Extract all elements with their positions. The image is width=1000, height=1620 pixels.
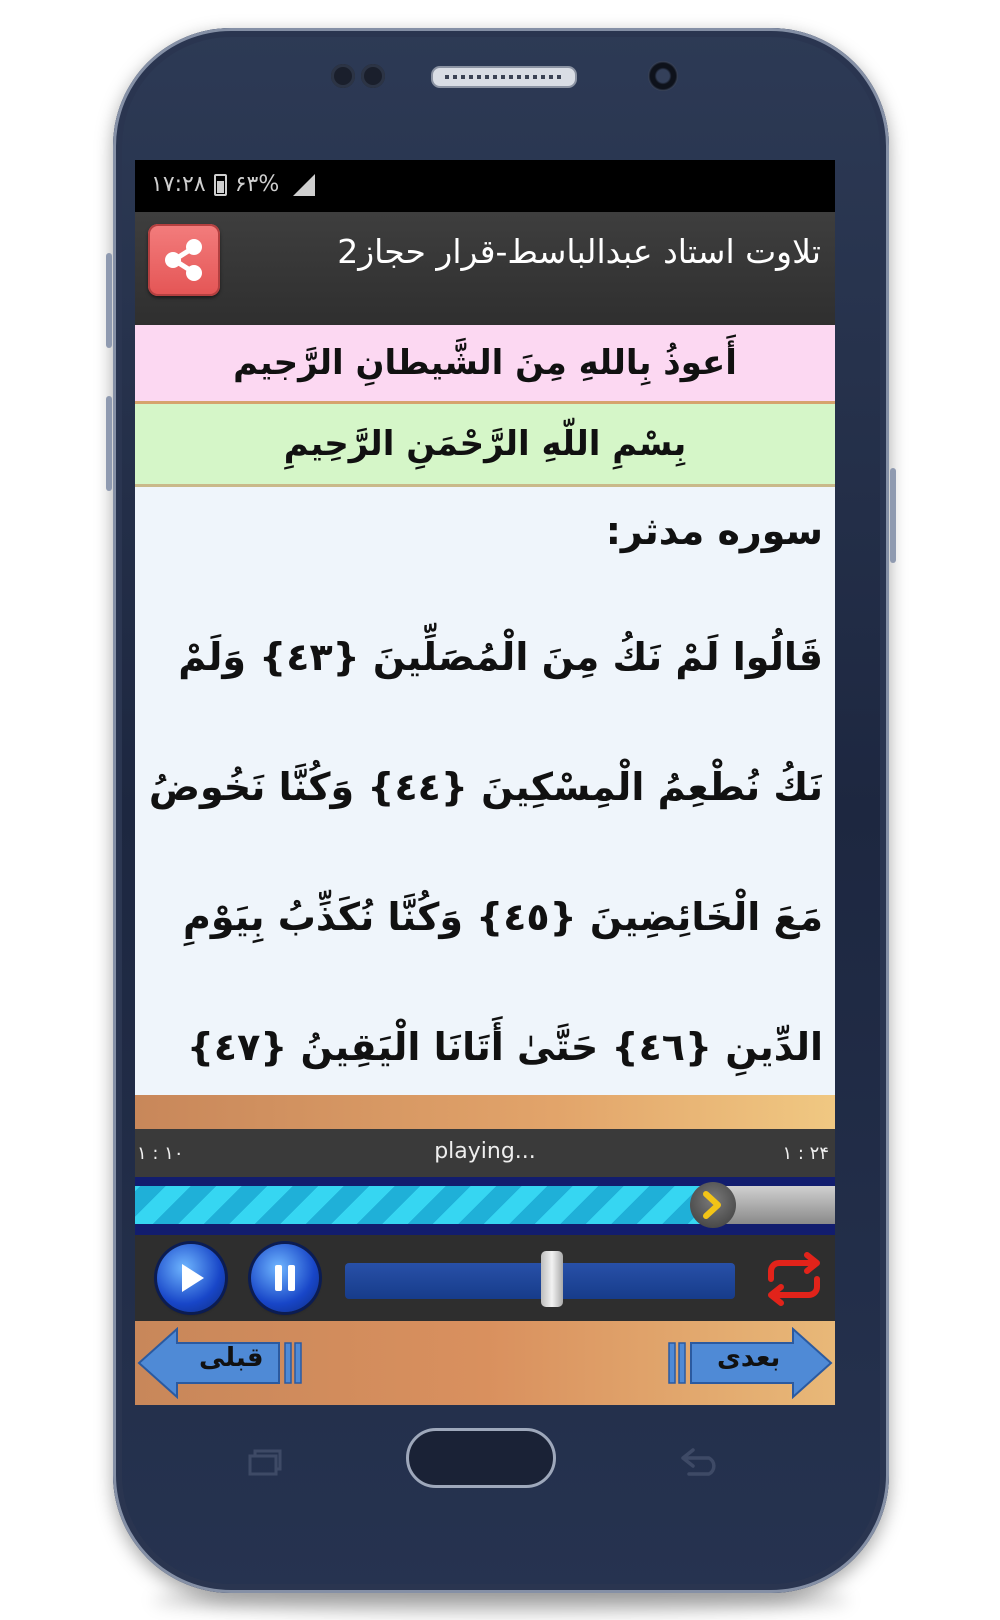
phone-screen [135, 160, 835, 1405]
front-camera [648, 61, 678, 91]
previous-button[interactable] [137, 1327, 337, 1399]
proximity-sensor [331, 64, 355, 88]
app-bar [135, 212, 835, 325]
surah-title: سوره مدثر: [605, 509, 823, 553]
power-key [890, 468, 896, 563]
next-button[interactable] [633, 1327, 833, 1399]
play-icon [174, 1260, 208, 1296]
pause-icon [270, 1261, 300, 1295]
seek-bar[interactable] [135, 1177, 835, 1235]
total-duration: ۱ : ۲۴ [782, 1143, 829, 1164]
earpiece-speaker [431, 66, 577, 88]
seek-fill [135, 1186, 713, 1224]
share-button[interactable] [148, 224, 220, 296]
seek-thumb[interactable] [690, 1182, 736, 1228]
basmala-banner [135, 404, 835, 487]
pause-button[interactable] [251, 1244, 319, 1312]
share-icon [159, 235, 209, 285]
verse-line: مَعَ الْخَائِضِينَ {٤٥} وَكُنَّا نُكَذِّبُ بِيَوْمِ [183, 895, 823, 939]
playback-status: playing... [434, 1139, 536, 1164]
verse-content[interactable] [135, 487, 835, 1095]
isti-adha-text: أَعوذُ بِاللهِ مِنَ الشَّيطانِ الرَّجيم [233, 343, 737, 383]
volume-down-key [106, 396, 112, 491]
player-controls [135, 1235, 835, 1321]
volume-up-key [106, 253, 112, 348]
clock: ۱۷:۲۸ [151, 172, 206, 197]
light-sensor [361, 64, 385, 88]
player-info-bar [135, 1129, 835, 1177]
navigation-bar [135, 1321, 835, 1405]
status-indicators [151, 172, 315, 197]
repeat-icon[interactable] [759, 1249, 829, 1309]
status-bar [135, 160, 835, 212]
verse-line: قَالُوا لَمْ نَكُ مِنَ الْمُصَلِّينَ {٤٣} وَلَمْ [178, 635, 823, 679]
battery-percent: ۶۳% [234, 172, 280, 197]
chevron-right-icon [700, 1190, 726, 1220]
recent-apps-icon[interactable] [248, 1448, 282, 1476]
volume-thumb[interactable] [541, 1251, 563, 1307]
play-button[interactable] [157, 1244, 225, 1312]
basmala-text: بِسْمِ اللّهِ الرَّحْمَنِ الرَّحِيمِ [283, 424, 687, 464]
elapsed-time: ۱ : ۱۰ [137, 1143, 184, 1164]
page-title: تلاوت استاد عبدالباسط-قرار حجاز2 [337, 232, 821, 271]
verse-line: نَكُ نُطْعِمُ الْمِسْكِينَ {٤٤} وَكُنَّا نَخُوضُ [148, 765, 823, 809]
next-label: بعدی [717, 1343, 781, 1373]
isti-adha-banner [135, 325, 835, 404]
previous-label: قبلی [199, 1343, 264, 1373]
battery-icon [214, 174, 227, 196]
verse-line: الدِّينِ {٤٦} حَتَّىٰ أَتَانَا الْيَقِينُ {٤٧} [186, 1025, 823, 1069]
back-icon[interactable] [679, 1446, 721, 1476]
home-button[interactable] [406, 1428, 556, 1488]
signal-icon [293, 174, 315, 196]
decorative-strip [135, 1095, 835, 1129]
